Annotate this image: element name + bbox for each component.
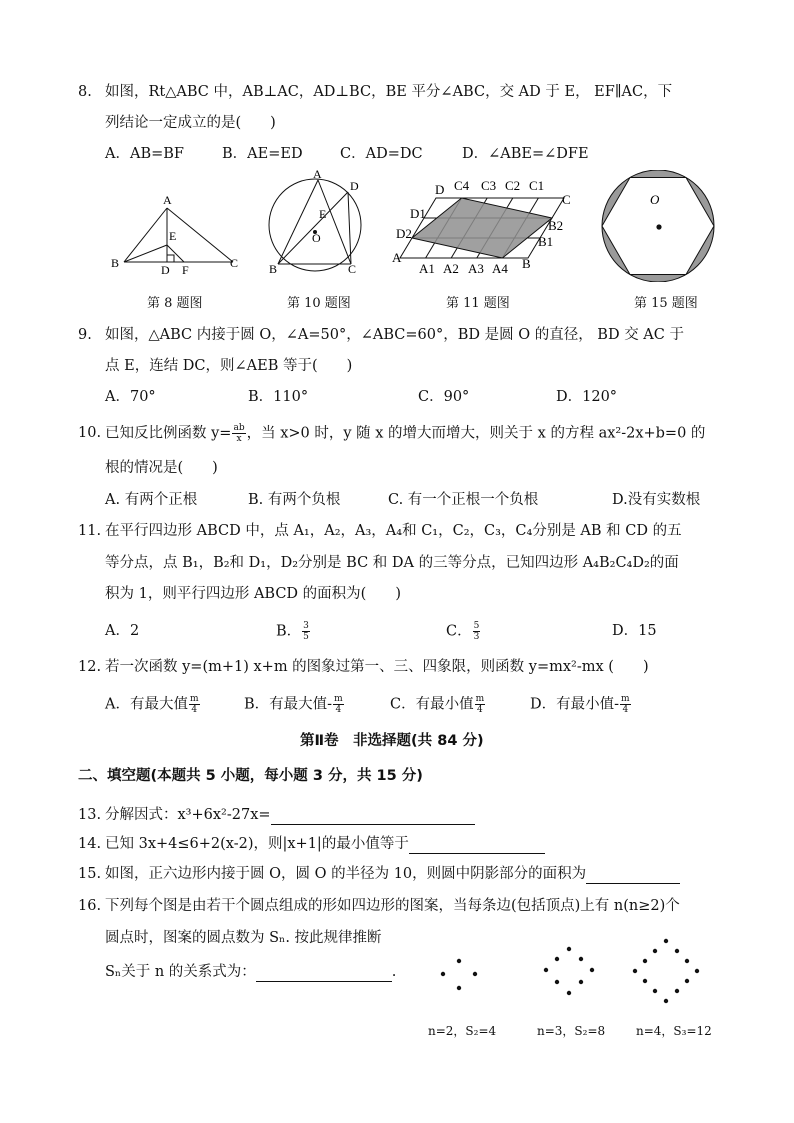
fig11-label-d2: D2 [396, 226, 412, 241]
q11-option-b [276, 621, 311, 642]
q9-option-d: D．120° [556, 389, 618, 405]
q8-line2: 列结论一定成立的是( ) [105, 115, 276, 131]
fig10-label-d: D [350, 179, 359, 193]
q16-pattern-n4 [628, 934, 708, 1008]
q15-number: 15. [78, 866, 102, 882]
figure-11 [392, 176, 582, 281]
fig10-label-e: E [319, 207, 327, 221]
fig10-caption: 第 10 题图 [287, 296, 351, 311]
q8-line1: 如图，Rt△ABC 中，AB⊥AC，AD⊥BC，BE 平分∠ABC，交 AD 于 E， EF∥AC，下 [105, 84, 673, 100]
dot [473, 972, 477, 976]
q9-line1: 如图，△ABC 内接于圆 O，∠A=50°，∠ABC=60°，BD 是圆 O 的直径， BD 交 AC 于 [105, 327, 684, 343]
q10-pre: 已知反比例函数 y= [105, 425, 232, 442]
q16-answer-blank[interactable] [256, 966, 392, 982]
dot [555, 980, 559, 984]
q10-fraction [232, 423, 245, 444]
dot [579, 957, 583, 961]
dot [643, 979, 647, 983]
fig10-label-o: O [312, 231, 321, 245]
fig11-label-d1: D1 [410, 206, 426, 221]
dot [695, 969, 699, 973]
fig8-label-a: A [163, 193, 172, 207]
q15-text: 如图，正六边形内接于圆 O，圆 O 的半径为 10，则圆中阴影部分的面积为 [105, 866, 587, 882]
q11-number: 11. [78, 523, 102, 539]
fig11-label-b2: B2 [548, 218, 564, 233]
q13-number: 13. [78, 807, 102, 823]
fig11-label-a: A [392, 250, 402, 265]
fig11-label-a3: A3 [468, 261, 484, 276]
q11-line2: 等分点，点 B₁，B₂和 D₁，D₂分别是 BC 和 DA 的三等分点，已知四边形 A₄B₂C₄D₂的面 [105, 555, 679, 571]
q16-period: . [391, 964, 397, 980]
q11-optb-label: B． [276, 623, 302, 640]
dot [675, 989, 679, 993]
q10-frac-num: ab [233, 423, 245, 433]
q12-optd-num: m [621, 694, 630, 704]
q11-optc-label: C． [446, 623, 472, 640]
q11-optc-den: 3 [473, 632, 480, 642]
q12-opta-label: A．有最大值 [105, 696, 188, 713]
fig8-label-f: F [182, 263, 189, 275]
fig11-label-c4: C4 [454, 178, 470, 193]
fig11-label-d: D [435, 182, 445, 197]
q11-optb-den: 5 [303, 632, 309, 642]
fig11-label-c2: C2 [505, 178, 521, 193]
dot [457, 959, 461, 963]
q8-number: 8. [78, 84, 92, 100]
fig8-label-d: D [161, 263, 170, 275]
q16-caption-n2: n=2，S₂=4 [428, 1024, 497, 1038]
section2-title: 第Ⅱ卷 非选择题(共 84 分) [300, 733, 484, 749]
q12-optd-den: 4 [622, 705, 629, 715]
q12-opta-fraction [189, 694, 200, 715]
q12-optc-den: 4 [477, 705, 483, 715]
fig10-label-a: A [313, 170, 322, 181]
dot [685, 959, 689, 963]
q9-number: 9. [78, 327, 92, 343]
fig15-caption: 第 15 题图 [634, 296, 698, 311]
q11-option-a: A．2 [105, 623, 140, 639]
q8-option-d: D．∠ABE=∠DFE [462, 146, 589, 162]
dot [653, 989, 657, 993]
dot [664, 999, 668, 1003]
fig11-label-a2: A2 [443, 261, 459, 276]
q12-option-b [244, 694, 345, 715]
fig15-label-o: O [650, 192, 660, 207]
q16-pattern-n3 [538, 942, 602, 1002]
q12-opta-den: 4 [191, 705, 198, 715]
q15-line [105, 864, 680, 884]
q12-opta-num: m [189, 694, 199, 704]
q15-answer-blank[interactable] [586, 868, 680, 884]
fig11-label-c1: C1 [529, 178, 545, 193]
dot [685, 979, 689, 983]
q16-caption-n3: n=3，S₂=8 [537, 1024, 606, 1038]
q11-line3: 积为 1，则平行四边形 ABCD 的面积为( ) [105, 586, 401, 602]
fig11-label-a1: A1 [419, 261, 435, 276]
q14-text: 已知 3x+4≤6+2(x-2)，则|x+1|的最小值等于 [105, 836, 409, 852]
fig11-label-c3: C3 [481, 178, 497, 193]
q9-option-b: B．110° [248, 389, 309, 405]
dot [567, 947, 571, 951]
q10-line2: 根的情况是( ) [105, 460, 218, 476]
q10-line1 [105, 423, 705, 444]
q12-optc-fraction [475, 694, 486, 715]
q14-number: 14. [78, 836, 102, 852]
q12-optd-fraction [620, 694, 631, 715]
figure-15 [598, 170, 720, 282]
fig8-label-e: E [169, 229, 177, 243]
q16-line2: 圆点时，图案的圆点数为 Sₙ. 按此规律推断 [105, 930, 382, 946]
q16-pattern-n2 [436, 954, 486, 998]
fig11-label-b1: B1 [538, 234, 554, 249]
q12-option-a [105, 694, 201, 715]
fig11-label-b: B [522, 256, 531, 271]
figure-8 [100, 190, 250, 275]
q8-option-a: A．AB=BF [105, 146, 184, 162]
dot [457, 986, 461, 990]
q9-line2: 点 E，连结 DC，则∠AEB 等于( ) [105, 358, 353, 374]
fig10-label-c: C [348, 262, 357, 276]
q12-option-c [390, 694, 486, 715]
q10-number: 10. [78, 425, 102, 441]
dot [643, 959, 647, 963]
q16-line1: 下列每个图是由若干个圆点组成的形如四边形的图案，当每条边(包括顶点)上有 n(n≥2)个 [105, 898, 680, 914]
fig10-label-b: B [269, 262, 278, 276]
q12-optb-den: 4 [335, 705, 342, 715]
q11-optc-num: 5 [473, 621, 480, 631]
q12-line1: 若一次函数 y=(m+1) x+m 的图象过第一、三、四象限，则函数 y=mx²-mx ( ) [105, 659, 649, 675]
q12-optb-label: B．有最大值- [244, 696, 333, 713]
q16-number: 16. [78, 898, 102, 914]
q11-option-c [446, 621, 481, 642]
q16-line3 [105, 962, 396, 982]
dot [633, 969, 637, 973]
q9-option-c: C．90° [418, 389, 470, 405]
q10-option-b: B. 有两个负根 [248, 492, 341, 508]
figure-10 [262, 170, 372, 280]
q11-optc-fraction [473, 621, 481, 642]
q12-optc-label: C．有最小值 [390, 696, 474, 713]
q11-line1: 在平行四边形 ABCD 中，点 A₁，A₂，A₃，A₄和 C₁，C₂，C₃，C₄分别是 AB 和 CD 的五 [105, 523, 682, 539]
fig11-label-c: C [562, 192, 571, 207]
dot [579, 980, 583, 984]
q13-text: 分解因式：x³+6x²-27x= [105, 807, 271, 823]
q8-option-c: C．AD=DC [340, 146, 423, 162]
q10-post: ，当 x>0 时，y 随 x 的增大而增大，则关于 x 的方程 ax²-2x+b=0 的 [246, 425, 706, 442]
dot [441, 972, 445, 976]
q10-option-a: A. 有两个正根 [105, 492, 198, 508]
dot [590, 968, 594, 972]
q12-optb-num: m [334, 694, 343, 704]
q9-option-a: A．70° [105, 389, 156, 405]
q11-option-d: D．15 [612, 623, 657, 639]
fig11-caption: 第 11 题图 [446, 296, 510, 311]
q10-option-c: C. 有一个正根一个负根 [388, 492, 539, 508]
q10-option-d: D.没有实数根 [612, 492, 701, 508]
q16-relation-text: Sₙ关于 n 的关系式为： [105, 964, 256, 980]
q13-line [105, 805, 475, 825]
dot [544, 968, 548, 972]
q10-frac-den: x [236, 434, 242, 444]
fig8-label-b: B [111, 256, 120, 270]
fig8-caption: 第 8 题图 [147, 296, 203, 311]
q11-optb-fraction [302, 621, 310, 642]
q12-optc-num: m [475, 694, 485, 704]
q12-number: 12. [78, 659, 102, 675]
part2-heading: 二、填空题(本题共 5 小题，每小题 3 分，共 15 分) [78, 768, 423, 784]
q12-option-d [530, 694, 632, 715]
q13-answer-blank[interactable] [271, 809, 475, 825]
q12-optb-fraction [333, 694, 344, 715]
q11-optb-num: 3 [303, 621, 309, 631]
q16-caption-n4: n=4，S₃=12 [636, 1024, 712, 1038]
q8-option-b: B．AE=ED [222, 146, 303, 162]
q14-line [105, 834, 545, 854]
dot [675, 949, 679, 953]
dot [555, 957, 559, 961]
fig8-label-c: C [230, 256, 239, 270]
fig11-label-a4: A4 [492, 261, 508, 276]
dot [567, 991, 571, 995]
dot [664, 939, 668, 943]
dot [653, 949, 657, 953]
q12-optd-label: D．有最小值- [530, 696, 620, 713]
q14-answer-blank[interactable] [409, 838, 545, 854]
